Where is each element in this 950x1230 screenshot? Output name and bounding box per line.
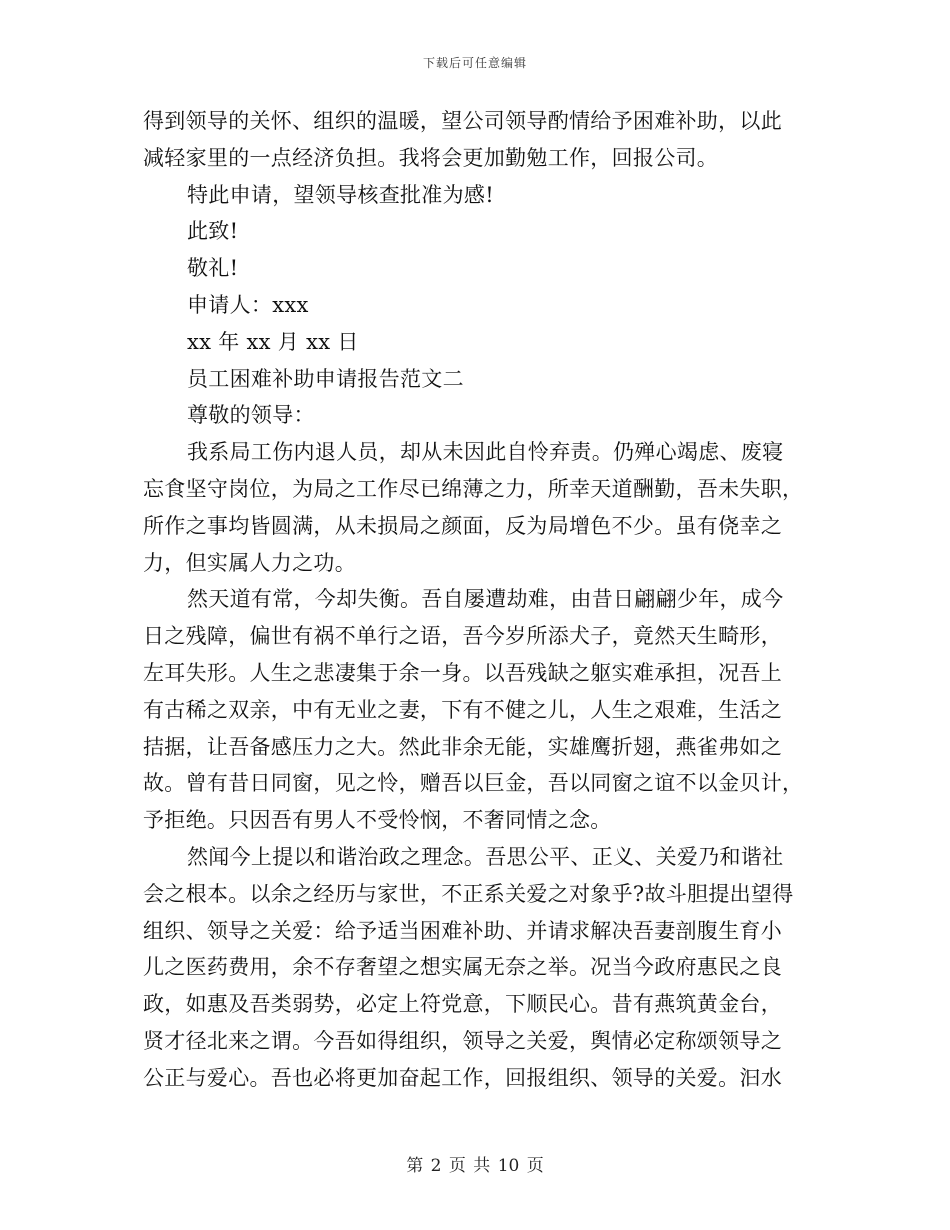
body-line: 有古稀之双亲，中有无业之妻，下有不健之儿，人生之艰难，生活之 (143, 697, 782, 722)
body-line: 故。曾有昔日同窗，见之怜，赠吾以巨金，吾以同窗之谊不以金贝计， (143, 771, 804, 796)
body-line: 予拒绝。只因吾有男人不受怜悯，不奢同情之念。 (143, 808, 612, 833)
body-line: 政，如惠及吾类弱势，必定上符党意，下顺民心。昔有燕筑黄金台， (143, 992, 782, 1017)
body-line: 儿之医药费用，余不存奢望之想实属无奈之举。况当今政府惠民之良 (143, 955, 782, 980)
body-line: 公正与爱心。吾也必将更加奋起工作，回报组织、领导的关爱。汩水 (143, 1065, 782, 1090)
body-line: 左耳失形。人生之悲凄集于余一身。以吾残缺之躯实难承担，况吾上 (143, 660, 782, 685)
body-line: 贤才径北来之谓。今吾如得组织，领导之关爱，舆情必定称颂领导之 (143, 1028, 782, 1053)
document-body (143, 103, 809, 1097)
body-line: 然天道有常，今却失衡。吾自屡遭劫难，由昔日翩翩少年，成今 (187, 587, 784, 612)
body-line: 然闻今上提以和谐治政之理念。吾思公平、正义、关爱乃和谐社 (187, 844, 784, 869)
header-note: 下载后可任意编辑 (422, 56, 527, 70)
body-line: 申请人：xxx (187, 292, 309, 317)
body-line: 会之根本。以余之经历与家世，不正系关爱之对象乎?故斗胆提出望得 (143, 881, 794, 906)
body-line: 得到领导的关怀、组织的温暖，望公司领导酌情给予困难补助，以此 (143, 109, 782, 133)
body-line: 员工困难补助申请报告范文二 (187, 366, 464, 391)
body-line: 我系局工伤内退人员，却从未因此自怜弃责。仍殚心竭虑、废寝 (187, 440, 784, 465)
body-line: 减轻家里的一点经济负担。我将会更加勤勉工作，回报公司。 (143, 145, 719, 170)
body-line: 所作之事均皆圆满，从未损局之颜面，反为局增色不少。虽有侥幸之 (143, 513, 782, 538)
body-line: 日之残障，偏世有祸不单行之语，吾今岁所添犬子，竟然天生畸形， (143, 624, 782, 649)
body-line: xx 年 xx 月 xx 日 (187, 329, 359, 354)
body-line: 特此申请，望领导核查批准为感! (187, 182, 494, 207)
body-line: 忘食坚守岗位，为局之工作尽已绵薄之力，所幸天道酬勤，吾未失职， (143, 476, 804, 501)
body-line: 拮据，让吾备感压力之大。然此非余无能，实雄鹰折翅，燕雀弗如之 (143, 734, 782, 759)
page-number: 第 2 页 共 10 页 (406, 1156, 544, 1176)
body-line: 力，但实属人力之功。 (143, 550, 356, 575)
body-line: 敬礼! (187, 256, 239, 281)
body-line: 尊敬的领导： (187, 403, 315, 428)
body-line: 此致! (187, 219, 239, 244)
body-line: 组织、领导之关爱：给予适当困难补助、并请求解决吾妻剖腹生育小 (143, 918, 782, 943)
